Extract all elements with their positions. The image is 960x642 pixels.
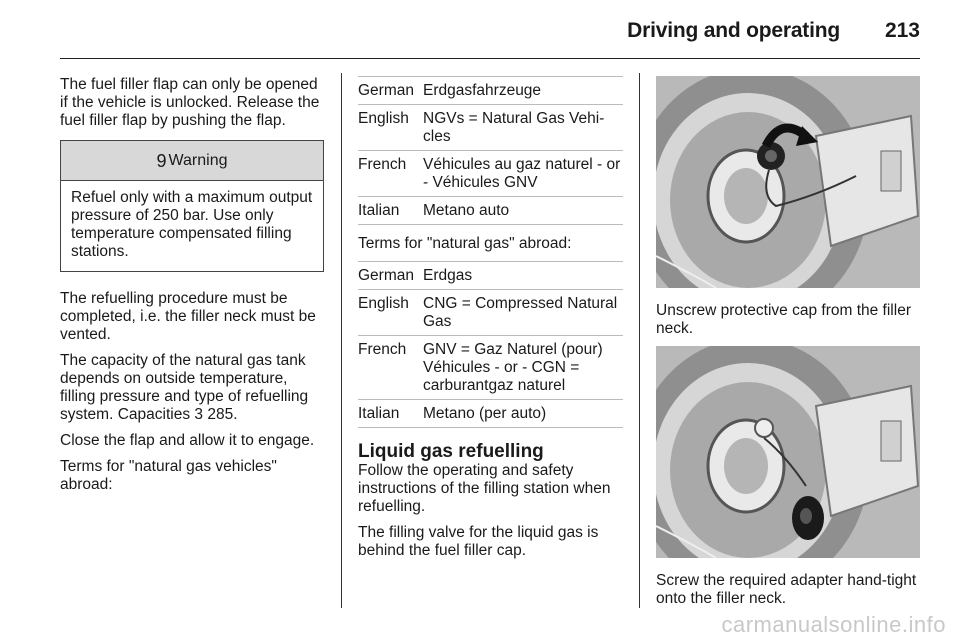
right-column	[656, 76, 920, 616]
intro-paragraph: The fuel filler flap can only be opened if the vehicle is unlocked. Release the fuel filler flap by pushing the flap.	[60, 76, 320, 129]
adapter-photo	[656, 346, 920, 558]
page-number: 213	[884, 19, 920, 42]
left-column	[60, 76, 324, 502]
vehicles-terms-table	[358, 76, 623, 225]
table-row	[358, 290, 623, 336]
column-divider-right	[639, 73, 640, 608]
term-cell: Metano auto	[423, 202, 510, 219]
warning-title: Warning	[168, 151, 228, 169]
column-divider-left	[341, 73, 342, 608]
language-cell: Italian	[358, 202, 400, 219]
language-cell: French	[358, 341, 407, 358]
table-row	[358, 77, 623, 105]
gas-terms-table	[358, 261, 623, 428]
warning-body: Refuel only with a maximum output pressure of 250 bar. Use only temperature compensated filling stations.	[71, 189, 313, 260]
page-title: Driving and operating	[627, 19, 840, 42]
language-cell: English	[358, 110, 409, 127]
table-row	[358, 197, 623, 225]
language-cell: German	[358, 82, 414, 99]
warning-box	[60, 140, 324, 272]
page-reference-icon: 3	[194, 406, 204, 423]
term-cell: Metano (per auto)	[423, 405, 547, 422]
capacity-text: The capacity of the natural gas tank depends on outside temperature, filling pressure and type of refuelling system. Capacities	[60, 352, 309, 423]
language-cell: German	[358, 267, 414, 284]
watermark: carmanualsonline.info	[721, 612, 946, 637]
table-row	[358, 262, 623, 290]
table-row	[358, 105, 623, 151]
header-divider	[60, 58, 920, 59]
lpg-instructions-paragraph: Follow the operating and safety instructions of the filling station when refuelling.	[358, 462, 611, 515]
refuelling-procedure-paragraph: The refuelling procedure must be completed, i.e. the filler neck must be vented.	[60, 290, 316, 343]
section-heading: Liquid gas refuelling	[358, 441, 544, 462]
photo-caption-2: Screw the required adapter hand-tight onto the filler neck.	[656, 572, 917, 607]
filler-cap-photo	[656, 76, 920, 288]
warning-icon: 9	[156, 150, 167, 171]
language-cell: English	[358, 295, 409, 312]
warning-header	[61, 141, 323, 181]
terms-vehicles-intro: Terms for "natural gas vehicles" abroad:	[60, 458, 277, 493]
term-cell: CNG = Compressed Natural Gas	[423, 295, 618, 330]
language-cell: French	[358, 156, 407, 173]
terms-gas-intro: Terms for "natural gas" abroad:	[358, 235, 572, 252]
table-row	[358, 151, 623, 197]
photo-caption-1: Unscrew protective cap from the filler neck.	[656, 302, 911, 337]
lpg-valve-paragraph: The filling valve for the liquid gas is behind the fuel filler cap.	[358, 524, 599, 559]
adapter-illustration	[656, 346, 920, 558]
page-reference-link[interactable]: 285.	[207, 406, 238, 423]
close-flap-paragraph: Close the flap and allow it to engage.	[60, 432, 315, 449]
filler-cap-illustration	[656, 76, 920, 288]
term-cell: Erdgasfahrzeuge	[423, 82, 542, 99]
term-cell: GNV = Gaz Naturel (pour) Véhicules - or - CGN = carburantgaz naturel	[423, 341, 603, 394]
language-cell: Italian	[358, 405, 400, 422]
term-cell: NGVs = Natural Gas Vehi-cles	[423, 110, 605, 145]
term-cell: Erdgas	[423, 267, 473, 284]
middle-column	[358, 76, 623, 568]
capacity-paragraph	[60, 352, 324, 424]
term-cell: Véhicules au gaz naturel - or - Véhicules GNV	[423, 156, 621, 191]
table-row	[358, 400, 623, 428]
table-row	[358, 336, 623, 400]
